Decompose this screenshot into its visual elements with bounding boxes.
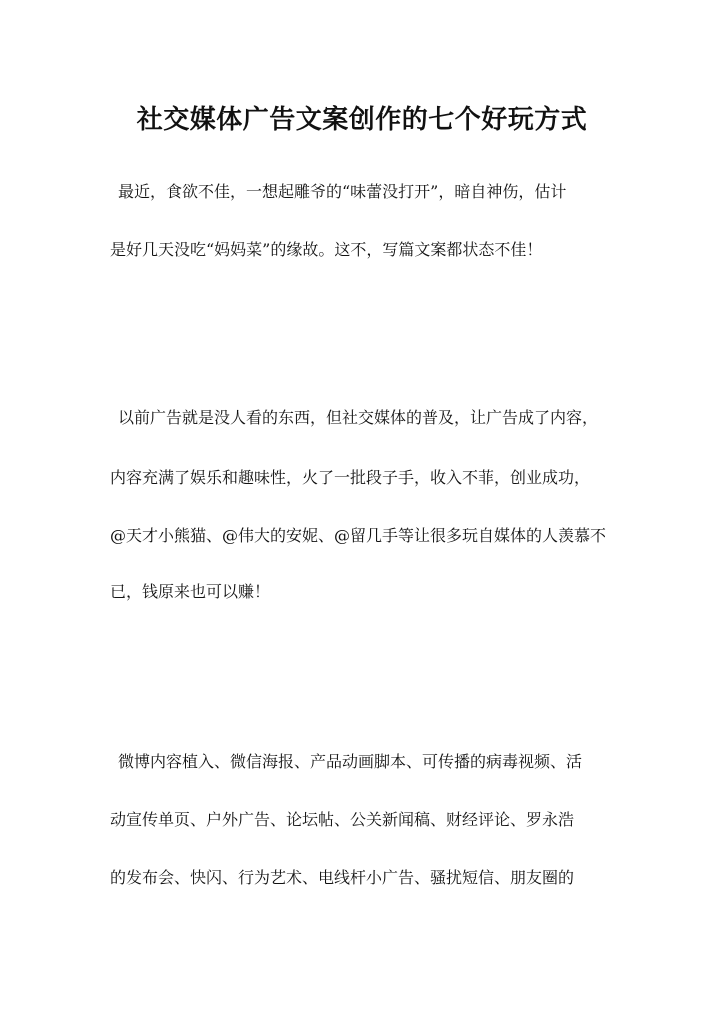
paragraph-3-line-1: 微博内容植入、微信海报、产品动画脚本、可传播的病毒视频、活 — [118, 752, 583, 771]
paragraph-2-line-2: 内容充满了娱乐和趣味性，火了一批段子手，收入不菲，创业成功， — [110, 468, 591, 487]
document-title: 社交媒体广告文案创作的七个好玩方式 — [136, 105, 588, 135]
paragraph-3-line-2: 动宣传单页、户外广告、论坛帖、公关新闻稿、财经评论、罗永浩 — [110, 810, 575, 829]
paragraph-2-line-1: 以前广告就是没人看的东西，但社交媒体的普及，让广告成了内容， — [118, 408, 599, 427]
paragraph-1-line-1: 最近，食欲不佳，一想起雕爷的“味蕾没打开”，暗自神伤，估计 — [118, 182, 567, 201]
paragraph-1-line-2: 是好几天没吃“妈妈菜”的缘故。这不，写篇文案都状态不佳！ — [110, 240, 543, 259]
paragraph-2-line-3: @天才小熊猫、@伟大的安妮、@留几手等让很多玩自媒体的人羡慕不 — [110, 526, 607, 545]
paragraph-2-line-4: 已，钱原来也可以赚！ — [110, 582, 271, 601]
paragraph-3-line-3: 的发布会、快闪、行为艺术、电线杆小广告、骚扰短信、朋友圈的 — [110, 868, 575, 887]
